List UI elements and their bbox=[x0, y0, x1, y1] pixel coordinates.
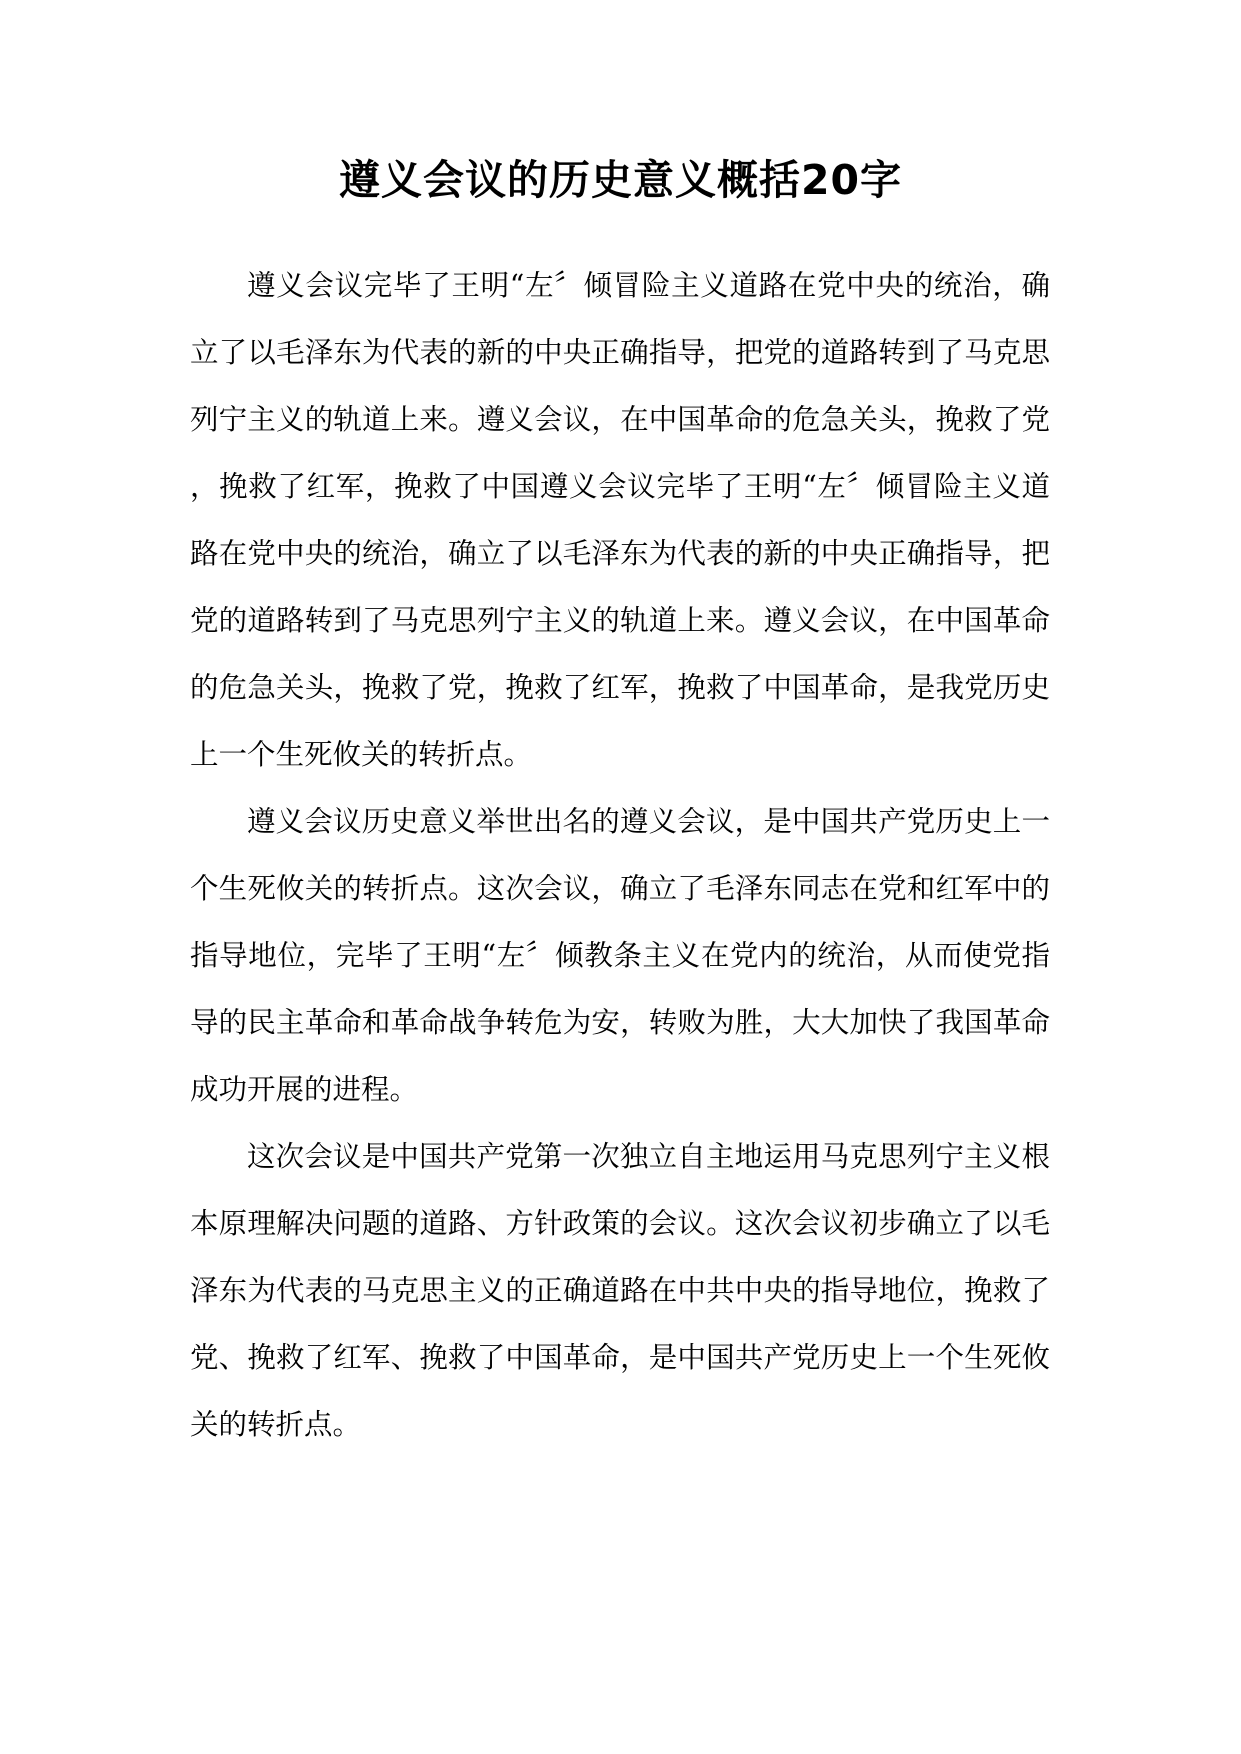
paragraph-2: 遵义会议历史意义举世出名的遵义会议，是中国共产党历史上一个生死攸关的转折点。这次会议，确立了毛泽东同志在党和红军中的指导地位，完毕了王明“左〞倾教条主义在党内的统治，从而使党指导的民主革命和革命战争转危为安，转败为胜，大大加快了我国革命成功开展的进程。 bbox=[190, 805, 1050, 1106]
paragraph-3: 这次会议是中国共产党第一次独立自主地运用马克思列宁主义根本原理解决问题的道路、方针政策的会议。这次会议初步确立了以毛泽东为代表的马克思主义的正确道路在中共中央的指导地位，挽救了党、挽救了红军、挽救了中国革命，是中国共产党历史上一个生死攸关的转折点。 bbox=[190, 1140, 1050, 1441]
document-body bbox=[190, 252, 1050, 1458]
paragraph-1: 遵义会议完毕了王明“左〞倾冒险主义道路在党中央的统治，确立了以毛泽东为代表的新的中央正确指导，把党的道路转到了马克思列宁主义的轨道上来。遵义会议，在中国革命的危急关头，挽救了党，挽救了红军，挽救了中国遵义会议完毕了王明“左〞倾冒险主义道路在党中央的统治，确立了以毛泽东为代表的新的中央正确指导，把党的道路转到了马克思列宁主义的轨道上来。遵义会议，在中国革命的危急关头，挽救了党，挽救了红军，挽救了中国革命，是我党历史上一个生死攸关的转折点。 bbox=[190, 269, 1050, 771]
document-title: 遵义会议的历史意义概括20字 bbox=[338, 156, 903, 204]
